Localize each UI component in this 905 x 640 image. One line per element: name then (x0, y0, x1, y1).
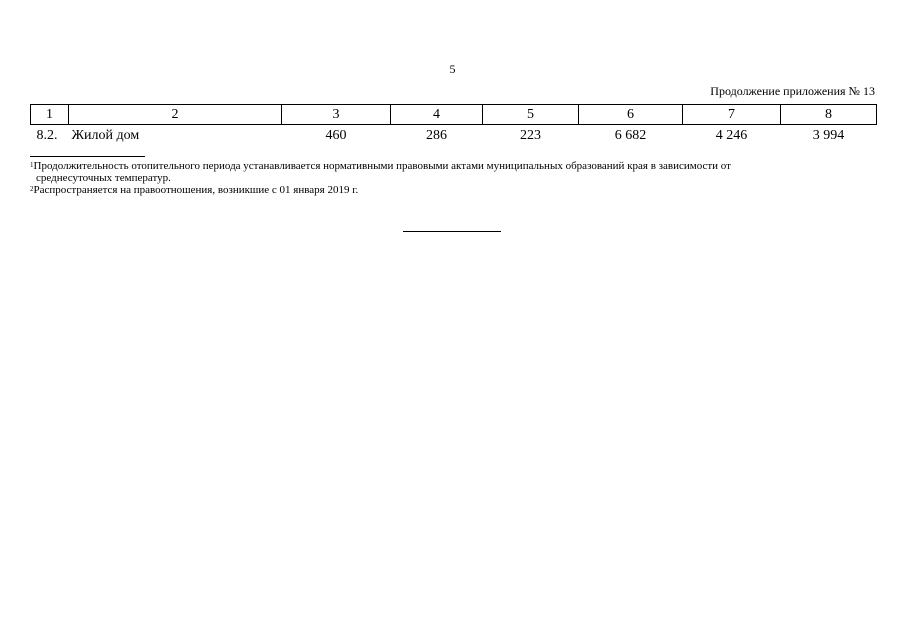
row-number: 8.2. (36, 128, 58, 143)
end-separator (403, 231, 501, 232)
table-header-row (31, 105, 877, 125)
footnote-2 (30, 184, 874, 196)
footnote-mark-2: 2 (30, 185, 34, 193)
cell-col-6: 6 682 (614, 128, 647, 143)
row-name: Жилой дом (71, 128, 140, 143)
footnote-1-text: Продолжительность отопительного периода устанавливается нормативными правовыми актами муниципальных образований края в зависимости от (33, 160, 731, 172)
column-header-2: 2 (69, 105, 282, 125)
footnote-mark-1: 1 (30, 161, 34, 169)
column-header-6: 6 (579, 105, 683, 125)
footnote-1 (30, 160, 874, 184)
footnote-2-text: Распространяется на правоотношения, возникшие с 01 января 2019 г. (33, 184, 359, 196)
continuation-title: Продолжение приложения № 13 (710, 84, 875, 98)
page-number: 5 (449, 62, 456, 76)
footnotes (30, 160, 874, 196)
column-header-3: 3 (282, 105, 391, 125)
column-header-8: 8 (781, 105, 877, 125)
column-header-7: 7 (683, 105, 781, 125)
cell-col-3: 460 (325, 128, 347, 143)
table-row (31, 125, 877, 148)
column-header-5: 5 (483, 105, 579, 125)
cell-col-8: 3 994 (812, 128, 845, 143)
footnote-1-continuation: среднесуточных температур. (36, 172, 171, 184)
cell-col-7: 4 246 (715, 128, 748, 143)
column-header-4: 4 (391, 105, 483, 125)
cell-col-4: 286 (426, 128, 447, 143)
cell-col-5: 223 (520, 128, 541, 143)
data-table (30, 104, 877, 147)
footnote-separator (30, 156, 145, 157)
column-header-1: 1 (31, 105, 69, 125)
